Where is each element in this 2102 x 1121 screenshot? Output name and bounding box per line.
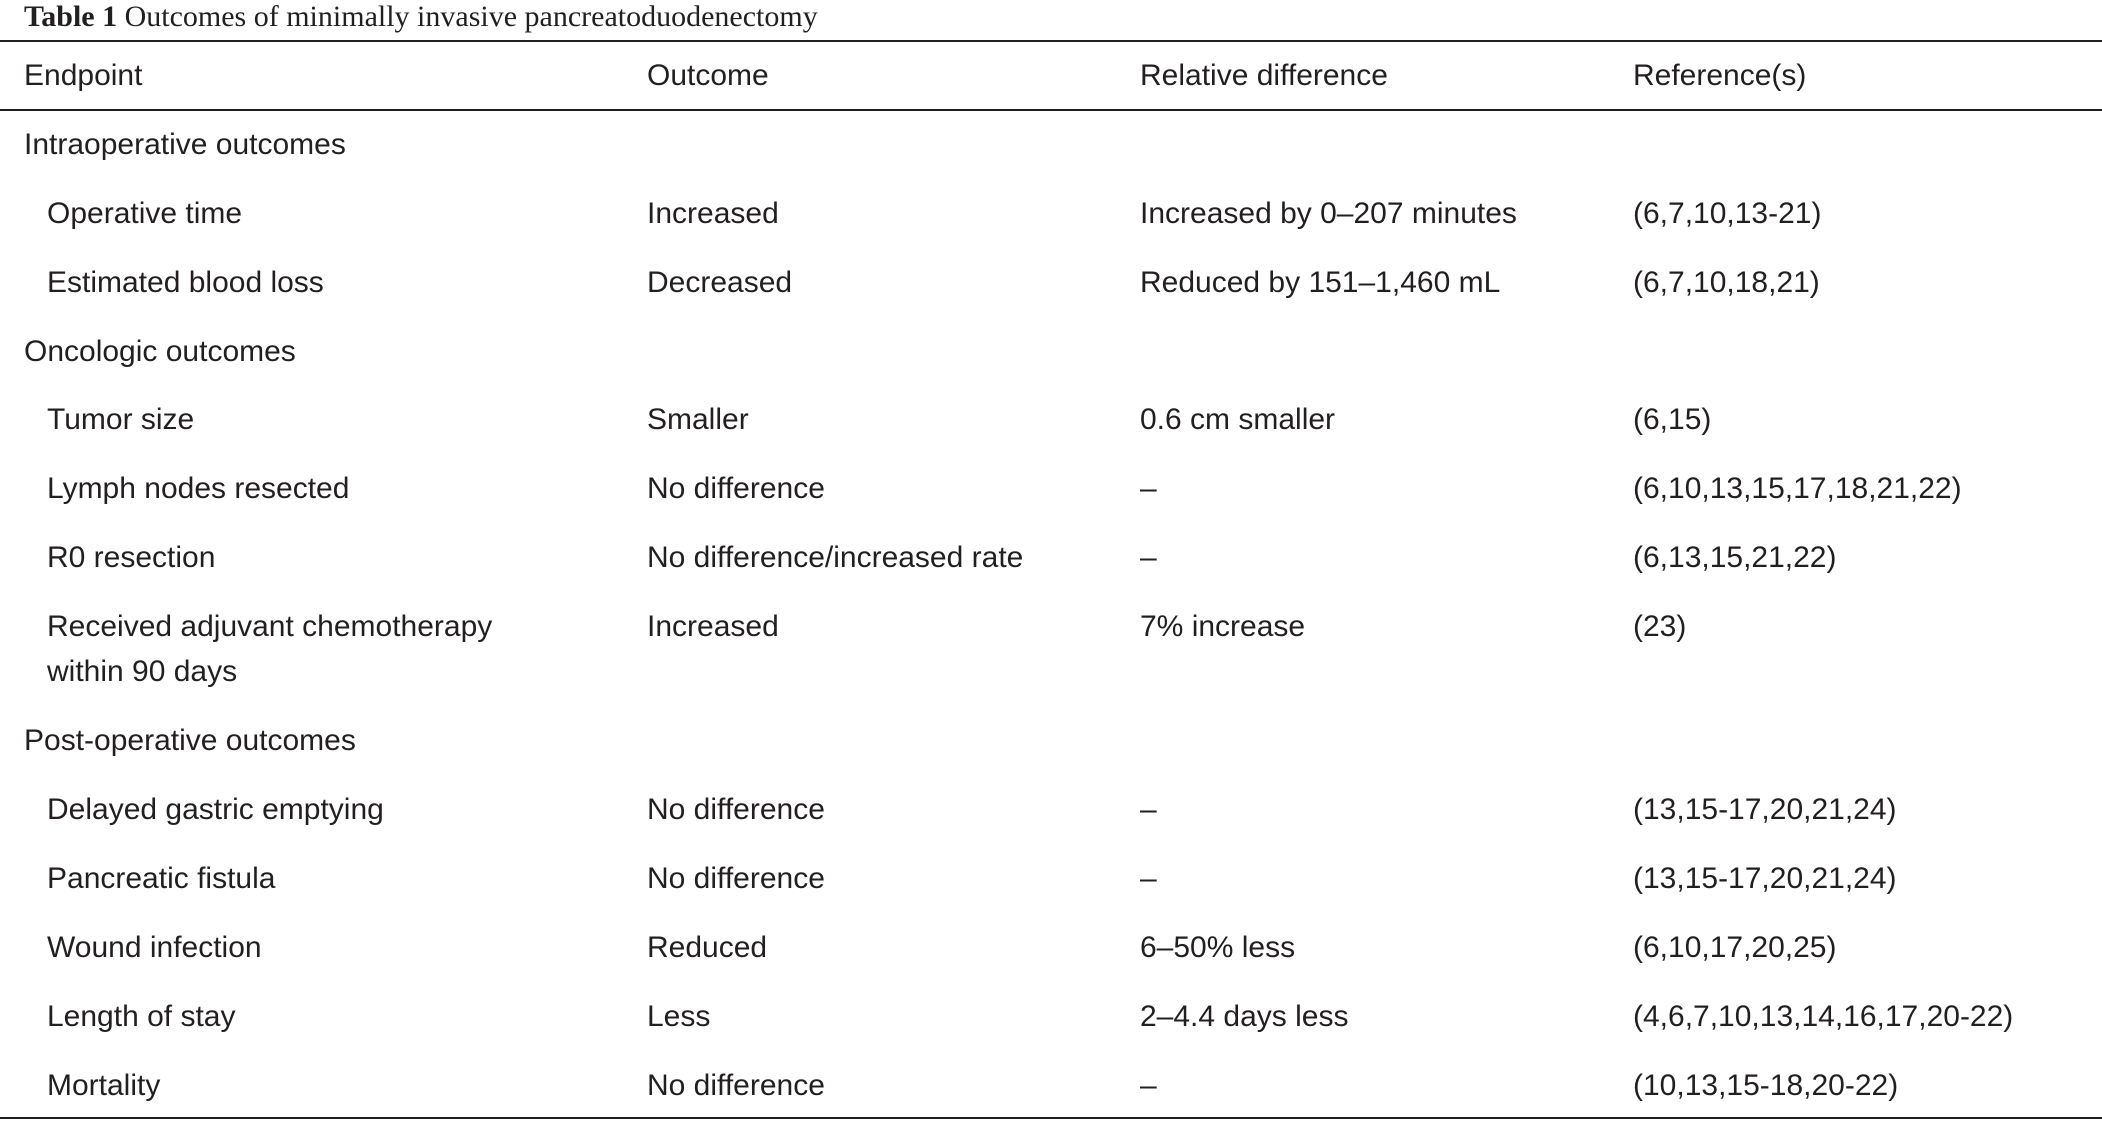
cell-references: (6,13,15,21,22) [1633,541,1837,574]
cell-relative-difference: 2–4.4 days less [1140,1000,1349,1033]
section-title: Oncologic outcomes [24,335,296,368]
cell-relative-difference: – [1140,541,1157,574]
cell-relative-difference: 6–50% less [1140,931,1296,964]
cell-outcome: Reduced [647,931,768,964]
cell-relative-difference: 0.6 cm smaller [1140,403,1336,436]
header-relative-difference: Relative difference [1140,59,1388,92]
cell-endpoint: Delayed gastric emptying [47,793,384,826]
cell-references: (6,7,10,13-21) [1633,197,1822,230]
cell-relative-difference: – [1140,862,1157,895]
cell-endpoint: Wound infection [47,931,262,964]
cell-references: (4,6,7,10,13,14,16,17,20-22) [1633,1000,2014,1033]
cell-references: (13,15-17,20,21,24) [1633,862,1897,895]
cell-references: (6,10,13,15,17,18,21,22) [1633,472,1962,505]
cell-endpoint: Operative time [47,197,243,230]
cell-endpoint: Mortality [47,1069,161,1102]
cell-outcome: Smaller [647,403,749,436]
cell-endpoint: Estimated blood loss [47,266,324,299]
header-outcome: Outcome [647,59,769,92]
cell-relative-difference: 7% increase [1140,610,1306,643]
header-endpoint: Endpoint [24,59,143,92]
table-title: Outcomes of minimally invasive pancreatoduodenectomy [124,0,818,33]
cell-outcome: No difference [647,793,825,826]
cell-endpoint: Lymph nodes resected [47,472,350,505]
cell-references: (6,15) [1633,403,1712,436]
cell-endpoint-line2: within 90 days [47,655,238,688]
cell-endpoint: R0 resection [47,541,216,574]
cell-references: (6,10,17,20,25) [1633,931,1837,964]
table-caption [24,0,818,38]
cell-references: (6,7,10,18,21) [1633,266,1820,299]
header-rule [0,109,2102,111]
bottom-rule [0,1117,2102,1119]
cell-outcome: No difference [647,862,825,895]
cell-references: (13,15-17,20,21,24) [1633,793,1897,826]
header-references: Reference(s) [1633,59,1807,92]
cell-outcome: Less [647,1000,711,1033]
cell-outcome: No difference [647,472,825,505]
top-rule [0,40,2102,42]
cell-relative-difference: – [1140,793,1157,826]
table-label: Table 1 [24,0,118,33]
cell-relative-difference: – [1140,472,1157,505]
cell-outcome: Increased [647,197,779,230]
cell-outcome: No difference/increased rate [647,541,1024,574]
cell-endpoint: Length of stay [47,1000,236,1033]
cell-endpoint: Received adjuvant chemotherapy [47,610,493,643]
section-title: Intraoperative outcomes [24,128,346,161]
cell-endpoint: Tumor size [47,403,195,436]
cell-endpoint: Pancreatic fistula [47,862,276,895]
cell-outcome: No difference [647,1069,825,1102]
cell-references: (23) [1633,610,1687,643]
cell-relative-difference: – [1140,1069,1157,1102]
section-title: Post-operative outcomes [24,724,356,757]
cell-outcome: Increased [647,610,779,643]
cell-relative-difference: Reduced by 151–1,460 mL [1140,266,1501,299]
cell-references: (10,13,15-18,20-22) [1633,1069,1899,1102]
cell-relative-difference: Increased by 0–207 minutes [1140,197,1517,230]
cell-outcome: Decreased [647,266,793,299]
